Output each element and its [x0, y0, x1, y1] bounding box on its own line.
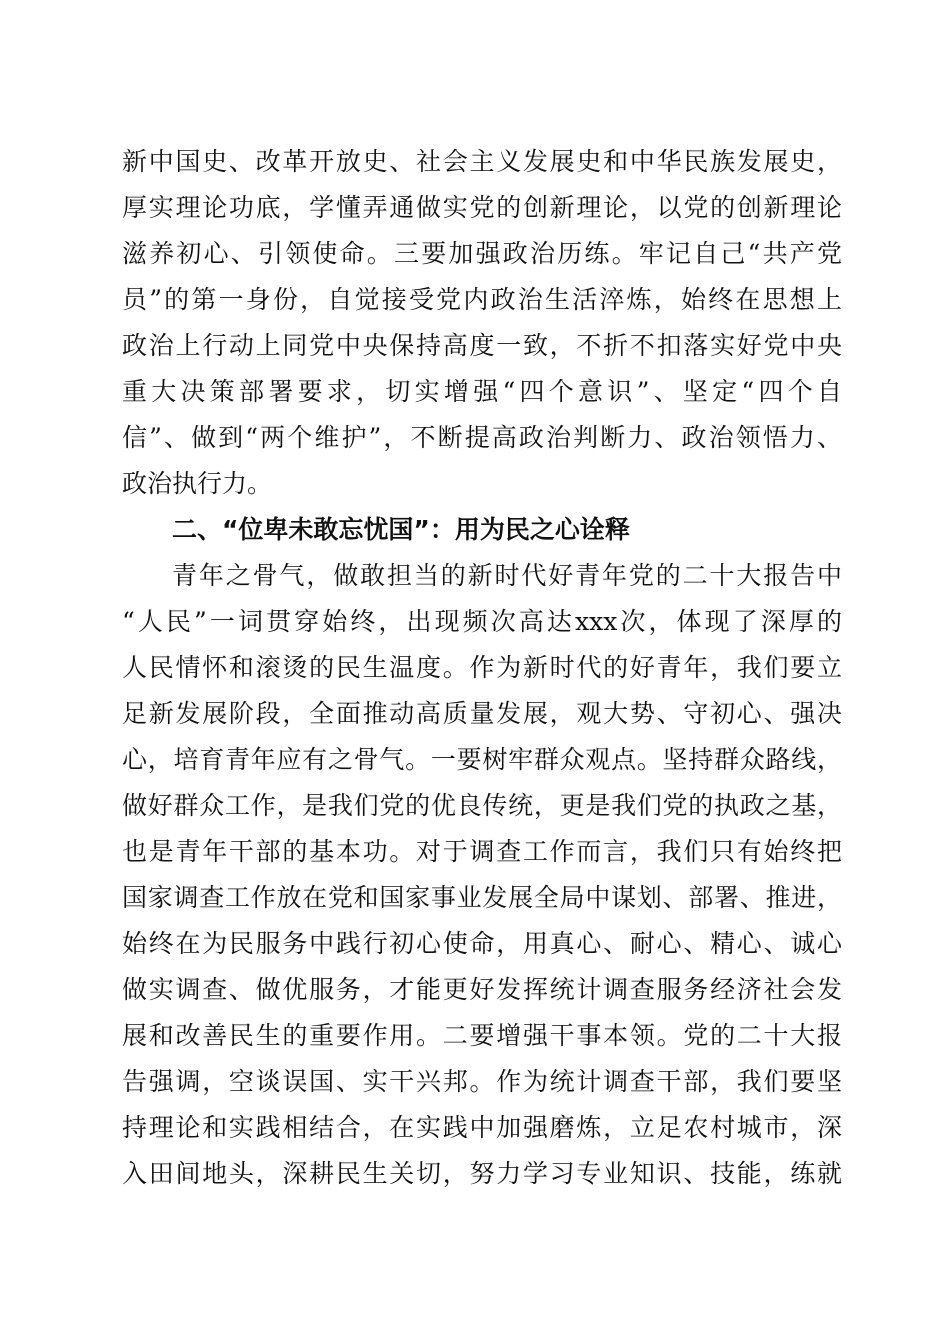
body-text-line: 人民情怀和滚烫的民生温度。作为新时代的好青年，我们要立: [122, 653, 842, 682]
body-text-line: 入田间地头，深耕民生关切，努力学习专业知识、技能，练就: [122, 1159, 842, 1188]
body-text-line: 做实调查、做优服务，才能更好发挥统计调查服务经济社会发: [122, 975, 842, 1004]
body-text-line: 国家调查工作放在党和国家事业发展全局中谋划、部署、推进，: [122, 883, 842, 912]
body-text-line: 心，培育青年应有之骨气。一要树牢群众观点。坚持群众路线，: [122, 745, 842, 774]
body-text-line: 信”、做到“两个维护”，不断提高政治判断力、政治领悟力、: [122, 423, 842, 452]
body-text-line: 政治上行动上同党中央保持高度一致，不折不扣落实好党中央: [122, 331, 842, 360]
body-text-line: 新中国史、改革开放史、社会主义发展史和中华民族发展史，: [122, 147, 842, 176]
body-text-line: 重大决策部署要求，切实增强“四个意识”、坚定“四个自: [122, 377, 842, 406]
body-text-line: 厚实理论功底，学懂弄通做实党的创新理论，以党的创新理论: [122, 193, 842, 222]
body-text-line: 做好群众工作，是我们党的优良传统，更是我们党的执政之基，: [122, 791, 842, 820]
body-text-line: 告强调，空谈误国、实干兴邦。作为统计调查干部，我们要坚: [122, 1067, 842, 1096]
body-text-line: 青年之骨气，做敢担当的新时代好青年党的二十大报告中: [172, 561, 842, 590]
body-text-line: 滋养初心、引领使命。三要加强政治历练。牢记自己“共产党: [122, 239, 842, 268]
body-text-line: 员”的第一身份，自觉接受党内政治生活淬炼，始终在思想上: [122, 285, 842, 314]
body-text-line: 持理论和实践相结合，在实践中加强磨炼，立足农村城市，深: [122, 1113, 842, 1142]
body-text-line: 展和改善民生的重要作用。二要增强干事本领。党的二十大报: [122, 1021, 842, 1050]
body-text-line: 也是青年干部的基本功。对于调查工作而言，我们只有始终把: [122, 837, 842, 866]
body-text-line: “人民”一词贯穿始终，出现频次高达xxx次，体现了深厚的: [122, 607, 842, 636]
body-text-line: 政治执行力。: [122, 469, 273, 498]
body-text-line: 始终在为民服务中践行初心使命，用真心、耐心、精心、诚心: [122, 929, 842, 958]
body-text-line: 足新发展阶段，全面推动高质量发展，观大势、守初心、强决: [122, 699, 842, 728]
section-heading: 二、“位卑未敢忘忧国”：用为民之心诠释: [172, 515, 630, 544]
